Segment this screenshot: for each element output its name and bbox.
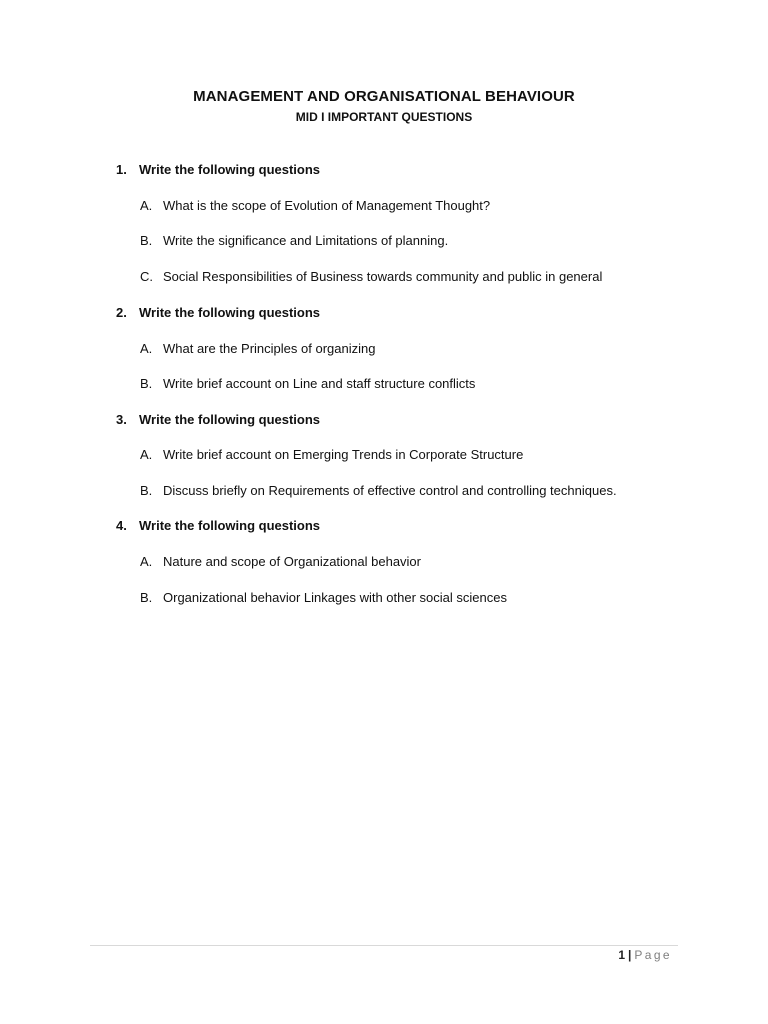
question-4-item-a (140, 554, 421, 569)
question-3 (116, 412, 320, 427)
question-2-item-b (140, 376, 475, 391)
item-letter: B. (140, 590, 153, 605)
footer-separator: | (628, 948, 632, 962)
question-number: 4. (116, 518, 127, 533)
question-3-item-a (140, 447, 523, 462)
footer-divider (90, 945, 678, 946)
question-2 (116, 305, 320, 320)
item-text: Write brief account on Line and staff structure conflicts (163, 376, 476, 391)
document-title: MANAGEMENT AND ORGANISATIONAL BEHAVIOUR (193, 88, 575, 105)
question-4 (116, 518, 320, 533)
item-text: Organizational behavior Linkages with other social sciences (163, 590, 507, 605)
question-1-item-b (140, 233, 448, 248)
question-2-item-a (140, 341, 375, 356)
item-letter: B. (140, 376, 153, 391)
question-1-item-c (140, 269, 602, 284)
question-4-item-b (140, 590, 507, 605)
item-text: Social Responsibilities of Business towards community and public in general (163, 269, 603, 284)
question-text: Write the following questions (139, 518, 321, 533)
item-letter: B. (140, 483, 153, 498)
item-letter: A. (140, 198, 153, 213)
question-3-item-b (140, 483, 617, 498)
item-text: Write the significance and Limitations of planning. (163, 233, 449, 248)
question-text: Write the following questions (139, 162, 321, 177)
question-1-item-a (140, 198, 490, 213)
page-number: 1 (618, 948, 625, 962)
item-text: What are the Principles of organizing (163, 341, 376, 356)
item-letter: A. (140, 447, 153, 462)
question-text: Write the following questions (139, 305, 321, 320)
page-footer (618, 948, 672, 962)
page-label: Page (634, 948, 672, 962)
question-text: Write the following questions (139, 412, 321, 427)
question-number: 3. (116, 412, 127, 427)
question-1 (116, 162, 320, 177)
question-number: 2. (116, 305, 127, 320)
item-letter: B. (140, 233, 153, 248)
item-text: Discuss briefly on Requirements of effective control and controlling techniques. (163, 483, 617, 498)
item-letter: A. (140, 341, 153, 356)
item-text: What is the scope of Evolution of Management Thought? (163, 198, 491, 213)
document-subtitle: MID I IMPORTANT QUESTIONS (295, 110, 473, 124)
item-letter: C. (140, 269, 153, 284)
item-text: Write brief account on Emerging Trends in Corporate Structure (163, 447, 524, 462)
item-letter: A. (140, 554, 153, 569)
question-number: 1. (116, 162, 127, 177)
item-text: Nature and scope of Organizational behavior (163, 554, 421, 569)
